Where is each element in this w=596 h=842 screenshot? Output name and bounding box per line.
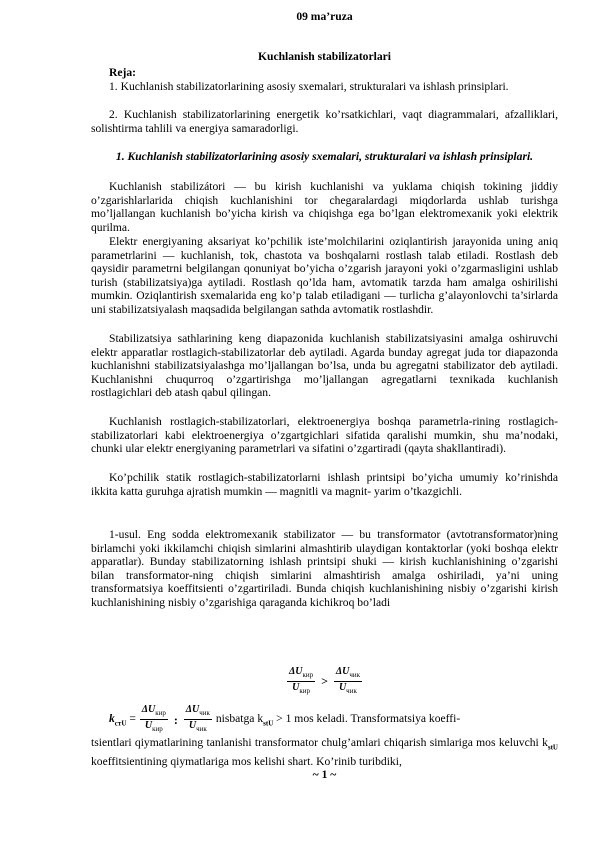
paragraph-converters: Kuchlanish rostlagich-stabilizatorlari, elektroenergiya boshqa parametrla-rining rostlagich-stabilizatorlari kabi elektroenergiya o’zgartgichlari sifatida qaralishi mumkin, shu ma’nodaki, chunki ular elektr energiyaning parametrlari va sifatini o’zgartiradi (qayta shakllantiradi). <box>91 415 558 456</box>
coefficient-formula: $k_{стU}$ = $\frac{\Delta U_{кир}}{U_{кир}}$ : $\frac{\Delta U_{чик}}{U_{чик}}$ <box>109 704 210 733</box>
paragraph-groups: Ko’pchilik statik rostlagich-stabilizatorlarni ishlash printsipi bo’yicha umumiy ko’rinishda ikkita katta guruhga ajratish mumkin — magnitli va magnit- yarim o’tkazgichli. <box>91 471 558 498</box>
paragraph-definition: Kuchlanish stabilizátori — bu kirish kuchlanishi va yuklama chiqish tokining jiddiy o’zgarishlarlarida chiqish kuchlanishini tor chegaralardagi miqdorlarda ushlab turishga mo’ljallangan kuchlanish bo’yicha kirish va chiqishga ega bo’lgan elektromexanik yoki elektrik qurilma. <box>91 180 558 234</box>
paragraph-stabilizers: Stabilizatsiya sathlarining keng diapazonida kuchlanish stabilizatsiyasini amalga oshiruvchi elektr apparatlar rostlagich-stabilizatorlar deb aytiladi. Agarda bunday agregat juda tor diapazonda kuchlanishni stabilizatsiyalashga mo’ljallangan bo’lsa, unda bu agregatni stabilizator deb aytiladi. Kuchlanishni chuqurroq o’zgartirishga mo’ljallangan agregatlarni texnikada kuchlanish rostlagichlari deb atash qabul qilingan. <box>91 332 558 400</box>
page-title: Kuchlanish stabilizatorlari <box>257 50 392 63</box>
coefficient-line <box>91 704 558 735</box>
inequality-formula <box>91 666 558 697</box>
paragraph-coefficients: tsientlari qiymatlarining tanlanishi transformator chulg’amlari chiqarish simlariga mos keluvchi $k_{stU}$ koeffitsientining qiymatlariga mos kelishi shart. Ko’rinib turibdiki, <box>91 736 558 768</box>
fraction-out: $\frac{\Delta U_{чик}}{U_{чик}}$ <box>335 666 360 695</box>
lecture-header: 09 ma’ruza <box>296 10 353 23</box>
coefficient-text: nisbatga $k_{stU} > 1$ mos keladi. Transformatsiya koeffi- <box>215 712 461 728</box>
section-title: 1. Kuchlanish stabilizatorlarining asosiy sxemalari, strukturalari va ishlash prinsiplari. <box>115 150 534 163</box>
paragraph-regulation: Elektr energiyaning aksariyat ko’pchilik iste’molchilarini oziqlantirish jarayonida uning aniq parametrlarini — kuchlanish, tok, chastota va boshqalarni rostlash talab etiladi. Rostlash deb qaysidir parametrni belgilangan qonuniyat bo’yicha o’zgarish jarayoni yoki o’zgarmasligini ushlab turish (stabilizatsiya)ga aytiladi. Rostlash qo’lda ham, avtomatik tarzda ham amalga oshirilishi mumkin. Oziqlantirish sxemalarida eng ko’p talab etiladigani — turlicha g’alayonlovchi ta’sirlarda uni stabilizatsiyalash maqsadida belgilangan sathda avtomatik rostlashdir. <box>91 235 558 316</box>
plan-label: Reja: <box>109 66 137 79</box>
plan-item-1: 1. Kuchlanish stabilizatorlarining asosiy sxemalari, strukturalari va ishlash prinsiplari. <box>109 80 509 93</box>
fraction-in: $\frac{\Delta U_{кир}}{U_{кир}}$ <box>289 666 314 695</box>
plan-item-2: 2. Kuchlanish stabilizatorlarining energetik ko’rsatkichlari, vaqt diagrammalari, afzalliklari, solishtirma tahlili va energiya samaradorligi. <box>91 108 558 135</box>
greater-than-sign: > <box>321 673 328 688</box>
paragraph-method-1: 1-usul. Eng sodda elektromexanik stabilizator — bu transformator (avtotransformator)ning birlamchi yoki ikkilamchi chiqish simlarini almashtirib ulaydigan kontaktorlar (yoki boshqa elektr apparatlar). Bunday stabilizatorning ishlash printsipi shuki — kirish kuchlanishining o’zgarishi bilan transformator-ning chiqish simlarini almashtirish amalga oshiriladi, ya’ni uning transformatsiya koeffitsienti o’zgartiriladi. Bunda chiqish kuchlanishining nisbiy o’zgarishi kirish kuchlanishining nisbiy o’zgarishiga qaraganda kichikroq bo’ladi <box>91 528 558 609</box>
page-number: ~ 1 ~ <box>312 768 337 781</box>
